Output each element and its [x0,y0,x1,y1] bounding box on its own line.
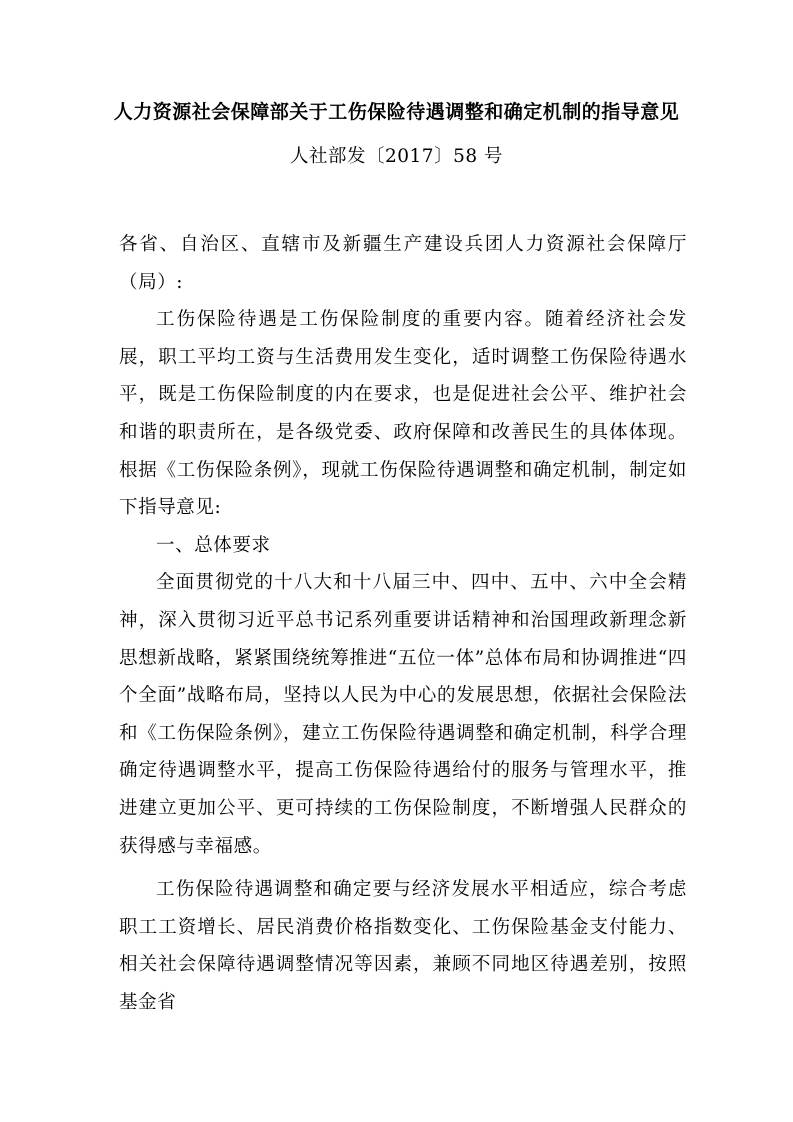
document-body [119,226,687,1021]
salutation: 各省、自治区、直辖市及新疆生产建设兵团人力资源社会保障厅（局）: [119,234,687,293]
section-heading-general-requirements: 一、总体要求 [156,534,271,556]
paragraph-guiding-thought: 全面贯彻党的十八大和十八届三中、四中、五中、六中全会精神，深入贯彻习近平总书记系列重要讲话精神和治国理政新理念新思想新战略，紧紧围绕统筹推进“五位一体”总体布局和协调推进“四个全面”战略布局，坚持以人民为中心的发展思想，依据社会保险法和《工伤保险条例》，建立工伤保险待遇调整和确定机制，科学合理确定待遇调整水平，提高工伤保险待遇给付的服务与管理水平，推进建立更加公平、更可持续的工伤保险制度，不断增强人民群众的获得感与幸福感。 [119,572,687,857]
paragraph-intro: 工伤保险待遇是工伤保险制度的重要内容。随着经济社会发展，职工平均工资与生活费用发生变化，适时调整工伤保险待遇水平，既是工伤保险制度的内在要求，也是促进社会公平、维护社会和谐的职责所在，是各级党委、政府保障和改善民生的具体体现。根据《工伤保险条例》，现就工伤保险待遇调整和确定机制，制定如下指导意见: [119,309,687,519]
document-title: 人力资源社会保障部关于工伤保险待遇调整和确定机制的指导意见 [113,101,680,123]
paragraph-adjustment-principles: 工伤保险待遇调整和确定要与经济发展水平相适应，综合考虑职工工资增长、居民消费价格指数变化、工伤保险基金支付能力、相关社会保障待遇调整情况等因素，兼顾不同地区待遇差别，按照基金省 [119,879,687,1013]
document-number: 人社部发〔2017〕58 号 [289,146,503,167]
